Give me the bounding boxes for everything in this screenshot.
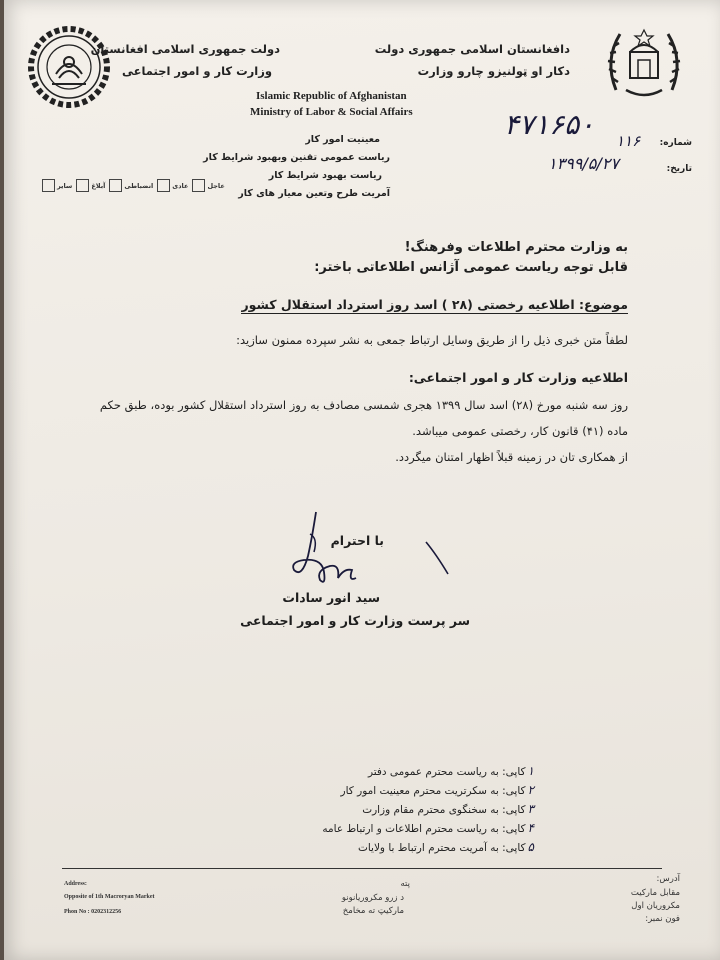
ministry-gear-logo bbox=[26, 24, 112, 110]
footer-address-en: Opposite of 1th Macroryan Market bbox=[64, 894, 155, 900]
cc-item: ۱کاپی: به ریاست محترم عمومی دفتر bbox=[367, 764, 534, 778]
request-line: لطفاً متن خبری ذیل را از طریق وسایل ارتباط جمعی به نشر سپرده ممنون سازید: bbox=[236, 333, 628, 347]
subject-label: موضوع: bbox=[578, 297, 628, 312]
priority-checkbox-notification[interactable]: آبلاغ bbox=[76, 179, 105, 192]
cc-item: ۲کاپی: به سکرتریت محترم معینیت امور کار bbox=[340, 783, 534, 797]
notice-line1: روز سه شنبه مورخ (۲۸) اسد سال ۱۳۹۹ هجری شمسی مصادف به روز استرداد استقلال کشور بوده، طبق حکم bbox=[99, 398, 628, 412]
header-right-line1: دافغانستان اسلامی جمهوری دولت bbox=[374, 42, 570, 56]
header-right-line2: دکار او ټولنیزو چارو وزارت bbox=[417, 64, 570, 78]
recipient-line2: قابل توجه ریاست عمومی آژانس اطلاعاتی باختر: bbox=[314, 260, 628, 275]
footer-phone-en: Phon No : 0202312256 bbox=[64, 909, 122, 915]
priority-checkbox-row bbox=[42, 179, 225, 192]
department-line-2: ریاست عمومی تقنین وبهبود شرایط کار bbox=[203, 152, 390, 163]
signer-name: سید انور سادات bbox=[282, 590, 380, 605]
footer-address-ps2: مارکیټ ته مخامخ bbox=[342, 906, 404, 916]
number-value: ۴۷۱۶۵۰ bbox=[504, 108, 595, 141]
recipient-line1: به وزارت محترم اطلاعات وفرهنگ! bbox=[404, 240, 628, 255]
footer-divider bbox=[62, 868, 662, 869]
date-label: تاریخ: bbox=[666, 164, 692, 174]
header-left-line1: دولت جمهوری اسلامی افغانستان bbox=[90, 42, 280, 56]
footer-address-label-dr: آدرس: bbox=[656, 874, 680, 884]
national-emblem-logo bbox=[598, 14, 690, 106]
number-sub-value: ۱۱۶ bbox=[616, 132, 641, 150]
cc-list bbox=[322, 764, 534, 859]
cc-item: ۳کاپی: به سخنگوی محترم مقام وزارت bbox=[362, 802, 534, 816]
priority-checkbox-urgent[interactable]: عاجل bbox=[192, 179, 224, 192]
footer-address-ps1: د زرو مکروریانونو bbox=[341, 893, 404, 903]
cc-item: ۴کاپی: به ریاست محترم اطلاعات و ارتباط عامه bbox=[322, 821, 534, 835]
english-country-name: Islamic Republic of Afghanistan bbox=[256, 90, 407, 102]
footer-address-label-en: Address: bbox=[64, 881, 87, 887]
header-left-line2: وزارت کار و امور اجتماعی bbox=[121, 64, 272, 78]
priority-checkbox-normal[interactable]: عادی bbox=[157, 179, 188, 192]
footer-address-label-ps: پته bbox=[400, 879, 410, 889]
notice-title: اطلاعیه وزارت کار و امور اجتماعی: bbox=[408, 370, 628, 385]
department-line-4: آمریت طرح وتعین معیار های کار bbox=[238, 188, 390, 199]
subject-line bbox=[241, 297, 628, 314]
department-line-3: ریاست بهبود شرایط کار bbox=[268, 170, 382, 181]
priority-checkbox-disciplinary[interactable]: انضباطی bbox=[109, 179, 153, 192]
footer-address-dr3: فون نمبر: bbox=[645, 914, 680, 924]
handwritten-mark bbox=[422, 540, 452, 576]
footer-address-dr2: مکروریان اول bbox=[631, 901, 680, 911]
notice-line2: ماده (۴۱) قانون کار، رخصتی عمومی میباشد. bbox=[412, 424, 628, 438]
number-label: شماره: bbox=[659, 138, 692, 148]
subject-text: اطلاعیه رخصتی (۲۸ ) اسد روز استرداد استقلال کشور bbox=[241, 297, 575, 312]
signer-title: سر پرست وزارت کار و امور اجتماعی bbox=[240, 613, 470, 628]
cc-item: ۵کاپی: به آمریت محترم ارتباط با ولایات bbox=[357, 840, 534, 854]
priority-checkbox-other[interactable]: سایر bbox=[42, 179, 72, 192]
english-ministry-name: Ministry of Labor & Social Affairs bbox=[250, 106, 413, 118]
notice-line3: از همکاری تان در زمینه قبلاً اظهار امتنان میگردد. bbox=[395, 450, 628, 464]
footer-address-dr1: مقابل مارکیت bbox=[630, 888, 680, 898]
signature-scribble bbox=[282, 508, 372, 594]
letter-page bbox=[4, 0, 720, 960]
date-value: ۱۳۹۹/۵/۲۷ bbox=[548, 154, 619, 173]
closing-text: با احترام bbox=[330, 533, 384, 548]
department-line-1: معینیت امور کار bbox=[305, 134, 380, 145]
